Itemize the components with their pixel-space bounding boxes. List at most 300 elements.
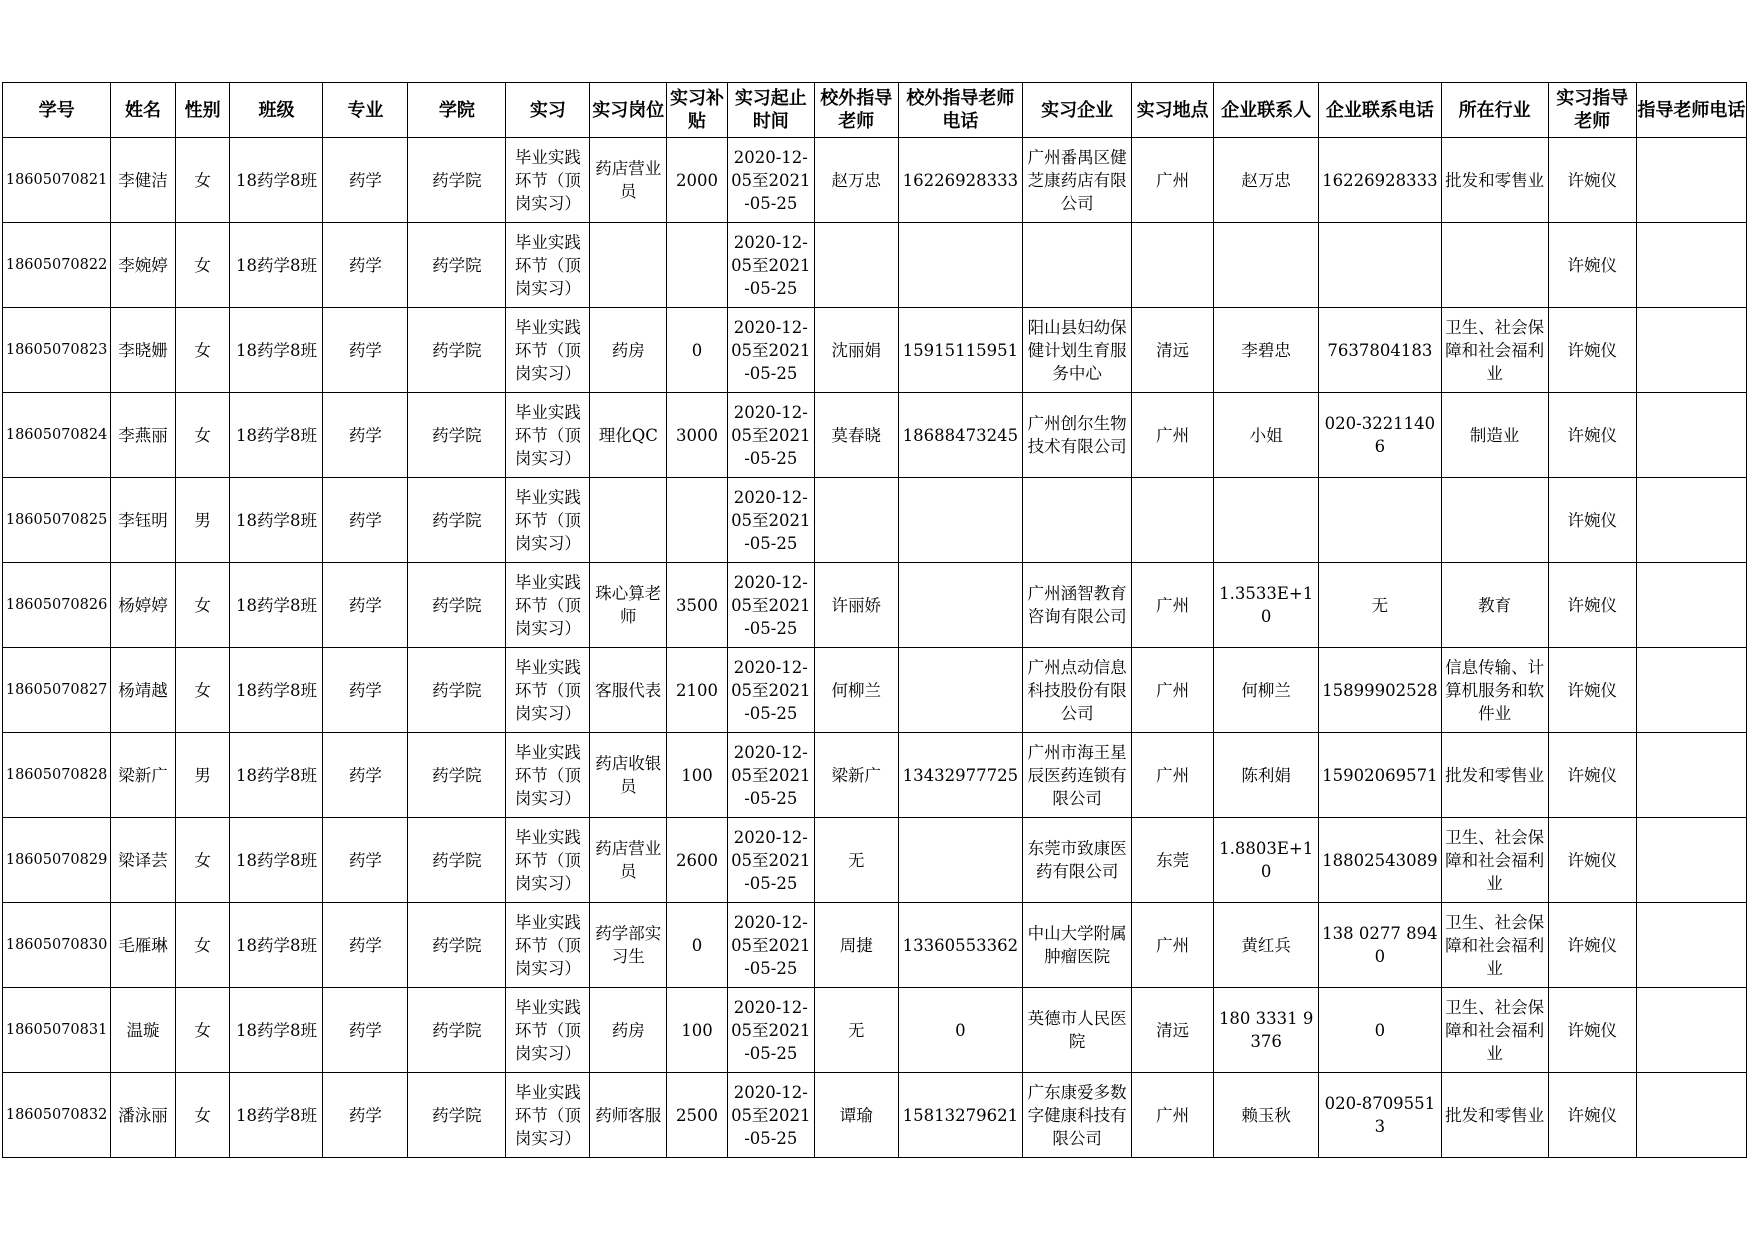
cell-class [230,393,323,478]
cell-company-contact [1214,903,1319,988]
internship-type-text: 毕业实践环节（顶岗实习） [514,402,581,468]
cell-tutor-phone [1636,988,1746,1073]
header-row [3,83,1747,138]
student-id-text: 18605070829 [5,851,108,868]
class-text: 18药学8班 [235,510,317,530]
cell-location [1132,733,1214,818]
internship-tutor-text: 许婉仪 [1567,850,1617,870]
cell-class [230,563,323,648]
header-company: 实习企业 [1023,83,1132,138]
cell-period [727,223,814,308]
internship-type-text: 毕业实践环节（顶岗实习） [514,232,581,298]
cell-position [590,308,667,393]
company-contact-text: 赵万忠 [1241,170,1291,190]
company-text: 中山大学附属肿瘤医院 [1027,924,1127,966]
cell-internship-type [506,478,590,563]
subsidy-text: 100 [681,1020,713,1040]
cell-company-contact [1214,223,1319,308]
cell-student-id [3,648,111,733]
cell-internship-tutor [1548,733,1636,818]
cell-internship-type [506,393,590,478]
period-text: 2020-12-05至2021-05-25 [731,402,811,468]
cell-external-tutor-phone [898,138,1022,223]
cell-tutor-phone [1636,393,1746,478]
cell-college [408,478,506,563]
cell-external-tutor-phone [898,1073,1022,1158]
cell-internship-tutor [1548,648,1636,733]
cell-tutor-phone [1636,733,1746,818]
cell-external-tutor-phone [898,393,1022,478]
college-text: 药学院 [432,595,482,615]
internship-tutor-text: 许婉仪 [1567,1105,1617,1125]
cell-period [727,1073,814,1158]
internship-type-text: 毕业实践环节（顶岗实习） [514,572,581,638]
internship-tutor-text: 许婉仪 [1567,425,1617,445]
cell-industry [1441,648,1548,733]
location-text: 清远 [1156,1020,1190,1040]
cell-company [1023,393,1132,478]
name-text: 潘泳丽 [118,1105,168,1125]
cell-name [111,223,176,308]
header-company-phone: 企业联系电话 [1319,83,1441,138]
position-text: 珠心算老师 [595,584,662,626]
cell-student-id [3,393,111,478]
cell-internship-tutor [1548,138,1636,223]
period-text: 2020-12-05至2021-05-25 [731,232,811,298]
company-contact-text: 李碧忠 [1241,340,1291,360]
cell-name [111,393,176,478]
class-text: 18药学8班 [235,850,317,870]
cell-tutor-phone [1636,138,1746,223]
header-tutor-phone: 指导老师电话 [1636,83,1746,138]
cell-major [323,1073,408,1158]
internship-sheet [2,82,1747,1158]
college-text: 药学院 [432,935,482,955]
external-tutor-text: 周捷 [839,935,873,955]
table-row [3,1073,1747,1158]
cell-position [590,393,667,478]
cell-external-tutor-phone [898,563,1022,648]
cell-position [590,478,667,563]
cell-major [323,308,408,393]
header-student-id: 学号 [3,83,111,138]
cell-major [323,138,408,223]
cell-subsidy [667,138,728,223]
cell-student-id [3,733,111,818]
college-text: 药学院 [432,340,482,360]
cell-class [230,648,323,733]
college-text: 药学院 [432,765,482,785]
cell-company [1023,648,1132,733]
cell-major [323,988,408,1073]
table-row [3,903,1747,988]
cell-gender [175,138,230,223]
period-text: 2020-12-05至2021-05-25 [731,912,811,978]
cell-college [408,988,506,1073]
table-body [3,138,1747,1158]
student-id-text: 18605070823 [5,341,108,358]
table-row [3,308,1747,393]
internship-type-text: 毕业实践环节（顶岗实习） [514,912,581,978]
position-text: 客服代表 [595,680,662,700]
company-phone-text: 15899902528 [1322,680,1438,700]
gender-text: 男 [194,765,211,785]
position-text: 药店营业员 [595,839,662,881]
cell-tutor-phone [1636,223,1746,308]
cell-subsidy [667,563,728,648]
cell-period [727,818,814,903]
cell-location [1132,223,1214,308]
cell-position [590,818,667,903]
major-text: 药学 [348,1105,382,1125]
cell-student-id [3,223,111,308]
cell-gender [175,308,230,393]
location-text: 广州 [1156,935,1190,955]
class-text: 18药学8班 [235,255,317,275]
industry-text: 教育 [1478,595,1512,615]
cell-internship-tutor [1548,223,1636,308]
cell-company-contact [1214,478,1319,563]
cell-external-tutor [814,223,898,308]
major-text: 药学 [348,340,382,360]
cell-period [727,563,814,648]
cell-subsidy [667,478,728,563]
internship-tutor-text: 许婉仪 [1567,510,1617,530]
header-gender: 性别 [175,83,230,138]
cell-tutor-phone [1636,818,1746,903]
college-text: 药学院 [432,510,482,530]
cell-student-id [3,818,111,903]
college-text: 药学院 [432,1105,482,1125]
industry-text: 卫生、社会保障和社会福利业 [1445,997,1545,1063]
student-id-text: 18605070827 [5,681,108,698]
location-text: 广州 [1156,595,1190,615]
cell-internship-tutor [1548,988,1636,1073]
internship-type-text: 毕业实践环节（顶岗实习） [514,317,581,383]
cell-name [111,988,176,1073]
cell-company-phone [1319,818,1441,903]
cell-company-contact [1214,393,1319,478]
cell-company-phone [1319,648,1441,733]
cell-gender [175,478,230,563]
college-text: 药学院 [432,425,482,445]
student-id-text: 18605070822 [5,256,108,273]
cell-internship-type [506,1073,590,1158]
table-row [3,648,1747,733]
cell-tutor-phone [1636,648,1746,733]
cell-external-tutor-phone [898,223,1022,308]
cell-internship-type [506,563,590,648]
name-text: 李晓姗 [118,340,168,360]
position-text: 理化QC [598,425,658,445]
industry-text: 批发和零售业 [1445,765,1545,785]
cell-location [1132,393,1214,478]
cell-subsidy [667,818,728,903]
cell-class [230,818,323,903]
gender-text: 女 [194,850,211,870]
cell-major [323,393,408,478]
college-text: 药学院 [432,850,482,870]
cell-class [230,223,323,308]
cell-student-id [3,1073,111,1158]
location-text: 广州 [1156,1105,1190,1125]
internship-type-text: 毕业实践环节（顶岗实习） [514,657,581,723]
cell-internship-type [506,308,590,393]
cell-external-tutor [814,733,898,818]
external-tutor-phone-text: 16226928333 [902,170,1019,190]
cell-industry [1441,988,1548,1073]
cell-internship-type [506,223,590,308]
cell-class [230,308,323,393]
internship-tutor-text: 许婉仪 [1567,340,1617,360]
table-row [3,988,1747,1073]
period-text: 2020-12-05至2021-05-25 [731,1082,811,1148]
cell-location [1132,903,1214,988]
subsidy-text: 2500 [676,1105,719,1125]
external-tutor-phone-text: 13360553362 [902,935,1019,955]
position-text: 药师客服 [595,1105,662,1125]
company-contact-text: 何柳兰 [1241,680,1291,700]
internship-type-text: 毕业实践环节（顶岗实习） [514,997,581,1063]
cell-position [590,733,667,818]
cell-internship-type [506,903,590,988]
header-internship-tutor: 实习指导老师 [1548,83,1636,138]
class-text: 18药学8班 [235,340,317,360]
cell-industry [1441,903,1548,988]
external-tutor-phone-text: 0 [955,1020,966,1040]
student-id-text: 18605070831 [5,1021,108,1038]
cell-company [1023,308,1132,393]
company-phone-text: 16226928333 [1322,170,1438,190]
header-name: 姓名 [111,83,176,138]
period-text: 2020-12-05至2021-05-25 [731,827,811,893]
cell-external-tutor-phone [898,903,1022,988]
student-id-text: 18605070824 [5,426,108,443]
cell-company [1023,1073,1132,1158]
company-phone-text: 020-87095513 [1324,1094,1436,1136]
gender-text: 女 [194,170,211,190]
internship-tutor-text: 许婉仪 [1567,170,1617,190]
cell-company-contact [1214,988,1319,1073]
period-text: 2020-12-05至2021-05-25 [731,657,811,723]
cell-college [408,223,506,308]
cell-company-phone [1319,563,1441,648]
external-tutor-text: 无 [847,1020,865,1040]
header-external-tutor-phone: 校外指导老师电话 [898,83,1022,138]
external-tutor-text: 许丽娇 [831,595,881,615]
cell-class [230,903,323,988]
cell-internship-tutor [1548,563,1636,648]
cell-internship-tutor [1548,1073,1636,1158]
external-tutor-text: 莫春晓 [831,425,881,445]
internship-table [2,82,1747,1158]
cell-company-contact [1214,308,1319,393]
cell-period [727,648,814,733]
cell-position [590,563,667,648]
cell-period [727,138,814,223]
student-id-text: 18605070830 [5,936,108,953]
cell-location [1132,1073,1214,1158]
position-text: 药房 [611,1020,645,1040]
cell-external-tutor-phone [898,308,1022,393]
cell-position [590,988,667,1073]
location-text: 广州 [1156,170,1190,190]
college-text: 药学院 [432,1020,482,1040]
cell-company-phone [1319,223,1441,308]
name-text: 毛雁琳 [118,935,168,955]
cell-external-tutor [814,138,898,223]
cell-company [1023,223,1132,308]
industry-text: 卫生、社会保障和社会福利业 [1445,317,1545,383]
cell-external-tutor [814,393,898,478]
external-tutor-phone-text: 13432977725 [902,765,1019,785]
company-contact-text: 陈利娟 [1241,765,1291,785]
cell-company-phone [1319,393,1441,478]
subsidy-text: 2000 [676,170,719,190]
company-contact-text: 小姐 [1249,425,1283,445]
industry-text: 信息传输、计算机服务和软件业 [1445,657,1545,723]
company-phone-text: 7637804183 [1327,340,1433,360]
period-text: 2020-12-05至2021-05-25 [731,997,811,1063]
header-location: 实习地点 [1132,83,1214,138]
cell-industry [1441,478,1548,563]
cell-subsidy [667,223,728,308]
subsidy-text: 100 [681,765,713,785]
cell-name [111,478,176,563]
position-text: 药学部实习生 [595,924,662,966]
student-id-text: 18605070821 [5,171,108,188]
table-row [3,733,1747,818]
industry-text: 卫生、社会保障和社会福利业 [1445,912,1545,978]
cell-period [727,733,814,818]
external-tutor-phone-text: 18688473245 [902,425,1019,445]
cell-subsidy [667,308,728,393]
cell-company-phone [1319,988,1441,1073]
cell-internship-type [506,818,590,903]
cell-internship-tutor [1548,308,1636,393]
cell-location [1132,818,1214,903]
major-text: 药学 [348,170,382,190]
header-internship-type: 实习 [506,83,590,138]
cell-major [323,478,408,563]
internship-tutor-text: 许婉仪 [1567,935,1617,955]
cell-location [1132,478,1214,563]
class-text: 18药学8班 [235,595,317,615]
cell-external-tutor-phone [898,648,1022,733]
cell-name [111,1073,176,1158]
cell-class [230,988,323,1073]
period-text: 2020-12-05至2021-05-25 [731,487,811,553]
cell-company [1023,733,1132,818]
name-text: 李钰明 [118,510,168,530]
internship-tutor-text: 许婉仪 [1567,255,1617,275]
cell-gender [175,903,230,988]
cell-name [111,648,176,733]
internship-type-text: 毕业实践环节（顶岗实习） [514,1082,581,1148]
company-phone-text: 18802543089 [1322,850,1438,870]
company-text: 广州涵智教育咨询有限公司 [1027,584,1127,626]
cell-internship-tutor [1548,818,1636,903]
company-phone-text: 15902069571 [1322,765,1438,785]
table-row [3,563,1747,648]
cell-internship-tutor [1548,393,1636,478]
cell-company [1023,138,1132,223]
period-text: 2020-12-05至2021-05-25 [731,742,811,808]
cell-industry [1441,138,1548,223]
header-subsidy: 实习补贴 [667,83,728,138]
position-text: 药店收银员 [595,754,662,796]
header-external-tutor: 校外指导老师 [814,83,898,138]
cell-subsidy [667,988,728,1073]
cell-name [111,563,176,648]
major-text: 药学 [348,680,382,700]
cell-position [590,223,667,308]
cell-college [408,308,506,393]
cell-company-phone [1319,733,1441,818]
cell-company-contact [1214,733,1319,818]
name-text: 温璇 [126,1020,160,1040]
cell-major [323,648,408,733]
student-id-text: 18605070828 [5,766,108,783]
table-row [3,478,1747,563]
industry-text: 批发和零售业 [1445,1105,1545,1125]
company-text: 广州创尔生物技术有限公司 [1027,414,1127,456]
cell-major [323,563,408,648]
internship-tutor-text: 许婉仪 [1567,595,1617,615]
location-text: 广州 [1156,680,1190,700]
cell-college [408,563,506,648]
internship-tutor-text: 许婉仪 [1567,765,1617,785]
cell-external-tutor-phone [898,988,1022,1073]
student-id-text: 18605070825 [5,511,108,528]
gender-text: 女 [194,935,211,955]
cell-class [230,138,323,223]
period-text: 2020-12-05至2021-05-25 [731,317,811,383]
class-text: 18药学8班 [235,680,317,700]
cell-major [323,818,408,903]
cell-subsidy [667,903,728,988]
header-industry: 所在行业 [1441,83,1548,138]
position-text: 药店营业员 [595,159,662,201]
table-row [3,818,1747,903]
subsidy-text: 2600 [676,850,719,870]
name-text: 李健洁 [118,170,168,190]
cell-industry [1441,308,1548,393]
cell-industry [1441,733,1548,818]
cell-company [1023,903,1132,988]
period-text: 2020-12-05至2021-05-25 [731,147,811,213]
header-major: 专业 [323,83,408,138]
external-tutor-text: 赵万忠 [831,170,881,190]
cell-student-id [3,903,111,988]
location-text: 东莞 [1156,850,1190,870]
industry-text: 批发和零售业 [1445,170,1545,190]
cell-name [111,903,176,988]
cell-location [1132,988,1214,1073]
student-id-text: 18605070826 [5,596,108,613]
cell-company-phone [1319,138,1441,223]
cell-tutor-phone [1636,903,1746,988]
cell-college [408,648,506,733]
cell-tutor-phone [1636,478,1746,563]
cell-company [1023,988,1132,1073]
external-tutor-text: 梁新广 [831,765,881,785]
external-tutor-text: 沈丽娟 [831,340,881,360]
cell-name [111,308,176,393]
cell-company-phone [1319,308,1441,393]
internship-type-text: 毕业实践环节（顶岗实习） [514,827,581,893]
cell-name [111,138,176,223]
